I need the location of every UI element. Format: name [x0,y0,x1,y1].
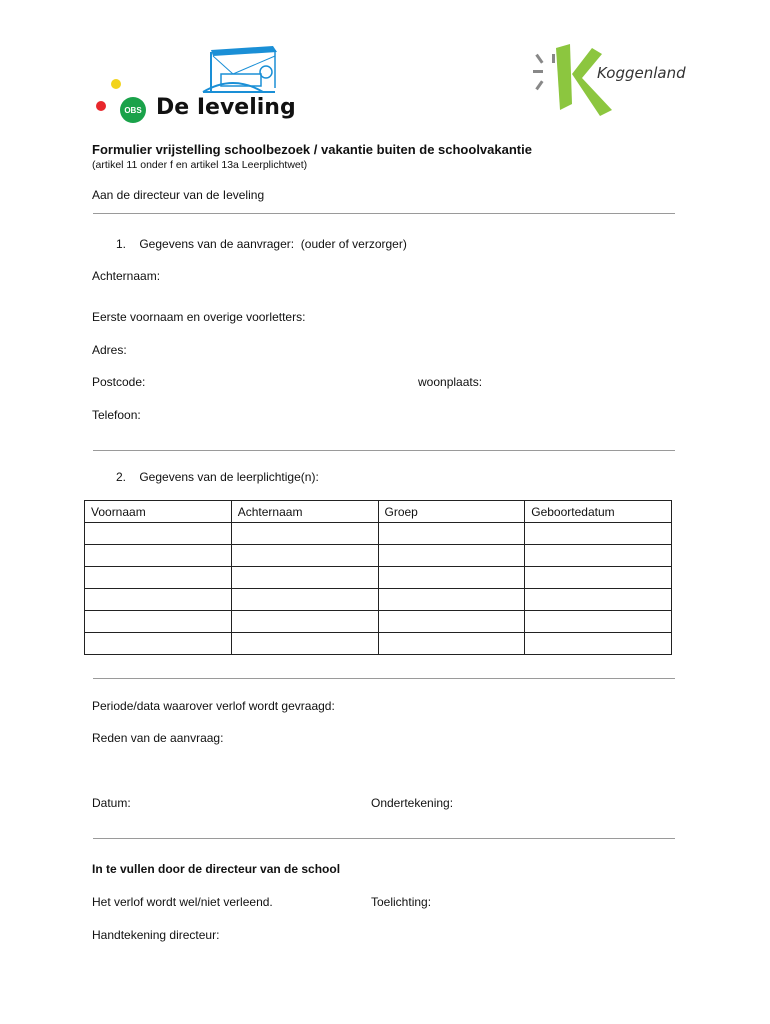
table-row [85,589,672,611]
surname-label: Achternaam: [92,269,161,283]
table-cell[interactable] [378,523,525,545]
table-cell[interactable] [85,567,232,589]
table-cell[interactable] [378,611,525,633]
postcode-label: Postcode: [92,375,146,389]
table-cell[interactable] [85,633,232,655]
table-cell[interactable] [231,611,378,633]
table-cell[interactable] [525,567,672,589]
addressee: Aan de directeur van de Ieveling [92,188,265,202]
divider [93,213,675,214]
municipality-name: Koggenland [597,64,686,82]
table-row [85,611,672,633]
reason-label: Reden van de aanvraag: [92,731,224,745]
column-header: Voornaam [85,501,232,523]
table-cell[interactable] [525,611,672,633]
table-row [85,523,672,545]
explanation-label: Toelichting: [371,895,432,909]
table-row [85,633,672,655]
city-label: woonplaats: [418,375,483,389]
divider [93,838,675,839]
table-cell[interactable] [85,523,232,545]
form-title: Formulier vrijstelling schoolbezoek / vakantie buiten de schoolvakantie [92,142,532,157]
obs-badge: OBS [120,97,146,123]
table-cell[interactable] [378,633,525,655]
pupils-table [84,500,672,655]
section1-heading: 1. Gegevens van de aanvrager: (ouder of verzorger) [116,237,407,251]
table-cell[interactable] [525,589,672,611]
director-heading: In te vullen door de directeur van de school [92,862,341,876]
table-cell[interactable] [525,523,672,545]
table-cell[interactable] [231,545,378,567]
address-label: Adres: [92,343,127,357]
divider [93,678,675,679]
director-signature-label: Handtekening directeur: [92,928,220,942]
decision-label: Het verlof wordt wel/niet verleend. [92,895,273,909]
column-header: Achternaam [231,501,378,523]
table-cell[interactable] [378,567,525,589]
table-cell[interactable] [231,633,378,655]
phone-label: Telefoon: [92,408,141,422]
table-cell[interactable] [85,589,232,611]
date-label: Datum: [92,796,131,810]
table-row [85,545,672,567]
column-header: Groep [378,501,525,523]
table-cell[interactable] [85,611,232,633]
first-names-label: Eerste voornaam en overige voorletters: [92,310,306,324]
period-label: Periode/data waarover verlof wordt gevraagd: [92,699,335,713]
section2-heading: 2. Gegevens van de leerplichtige(n): [116,470,319,484]
table-row [85,567,672,589]
table-cell[interactable] [231,567,378,589]
table-cell[interactable] [525,633,672,655]
table-cell[interactable] [231,589,378,611]
form-subtitle: (artikel 11 onder f en artikel 13a Leerplichtwet) [92,159,308,171]
column-header: Geboortedatum [525,501,672,523]
table-header-row [85,501,672,523]
divider [93,450,675,451]
school-name: De Ieveling [156,95,296,120]
table-cell[interactable] [378,589,525,611]
table-cell[interactable] [85,545,232,567]
table-cell[interactable] [231,523,378,545]
table-cell[interactable] [525,545,672,567]
signature-label: Ondertekening: [371,796,454,810]
table-cell[interactable] [378,545,525,567]
